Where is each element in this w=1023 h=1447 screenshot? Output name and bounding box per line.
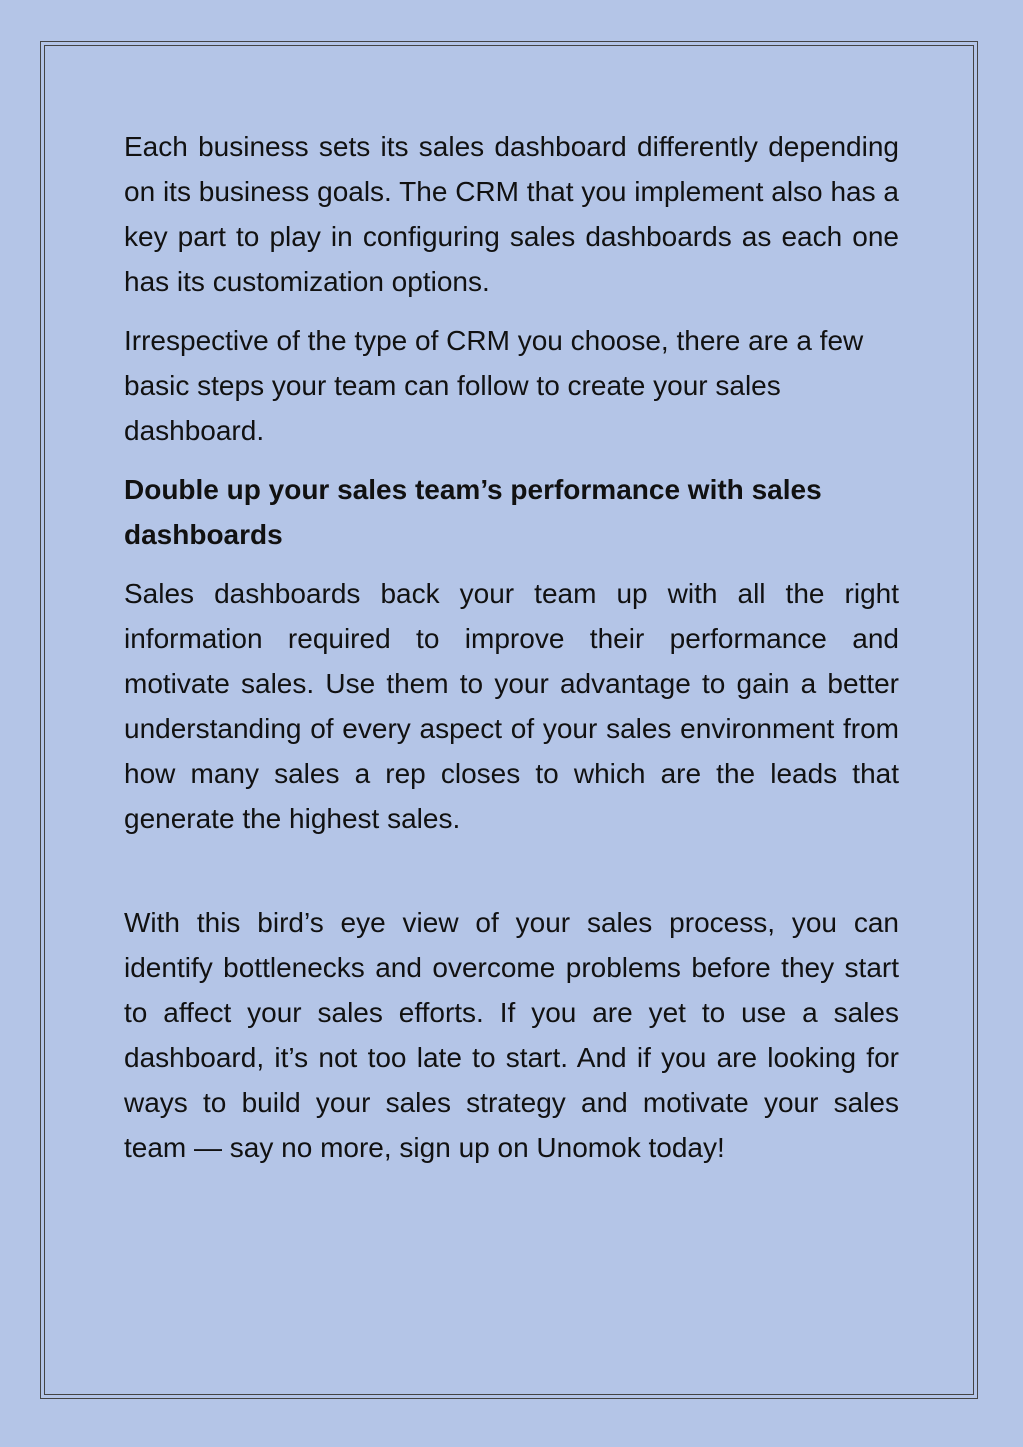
document-body (124, 124, 899, 1184)
paragraph-intro: Each business sets its sales dashboard differently depending on its business goals. The CRM that you implement also has a key part to play in configuring sales dashboards as each one has its customization options. (124, 131, 899, 297)
paragraph-crm-steps: Irrespective of the type of CRM you choose, there are a few basic steps your team can follow to create your sales dashboard. (124, 325, 864, 446)
paragraph-conclusion: With this bird’s eye view of your sales process, you can identify bottlenecks and overcome problems before they start to affect your sales efforts. If you are yet to use a sales dashboard, it’s not too late to start. And if you are looking for ways to build your sales strategy and motivate your sales team — say no more, sign up on Unomok today! (124, 907, 899, 1163)
paragraph-dashboards-benefits: Sales dashboards back your team up with all the right information required to improve their performance and motivate sales. Use them to your advantage to gain a better understanding of every aspect of your sales environment from how many sales a rep closes to which are the leads that generate the highest sales. (124, 578, 899, 834)
section-heading: Double up your sales team’s performance with sales dashboards (124, 474, 822, 550)
paragraph-spacer (124, 855, 899, 900)
